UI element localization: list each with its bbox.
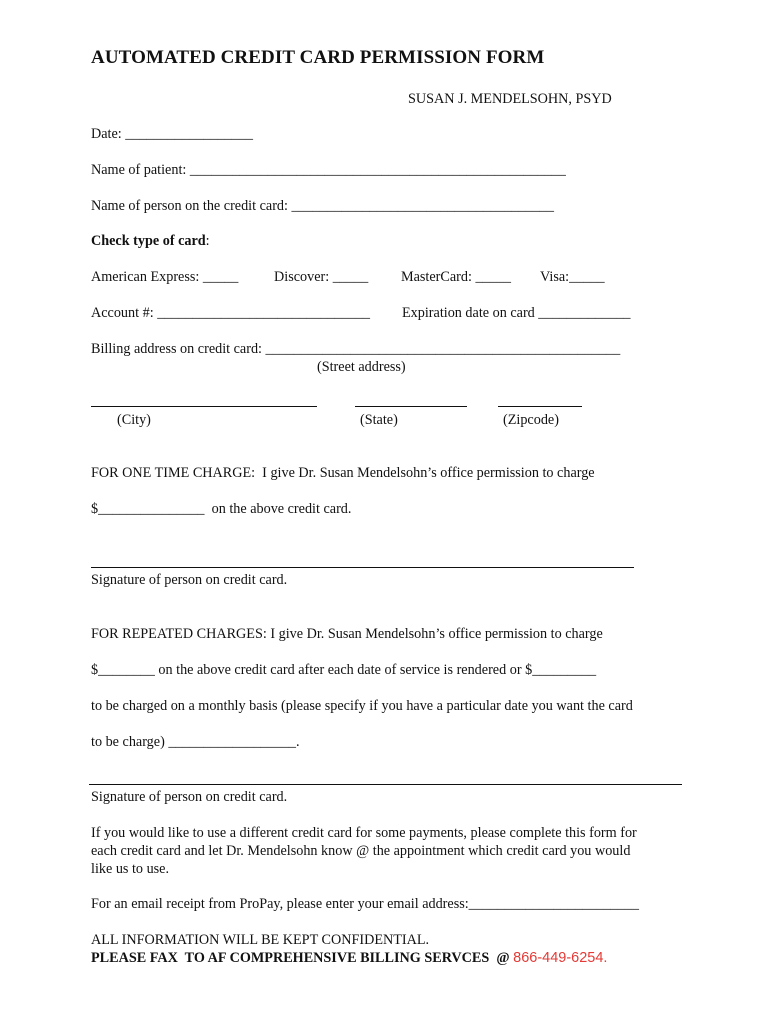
monthly-basis-text: to be charged on a monthly basis (please specify if you have a particular date you want the card bbox=[91, 698, 633, 714]
state-line[interactable] bbox=[355, 406, 467, 407]
city-caption: (City) bbox=[117, 412, 151, 428]
zipcode-caption: (Zipcode) bbox=[503, 412, 559, 428]
street-address-caption: (Street address) bbox=[317, 359, 406, 375]
visa-checkbox-field[interactable]: Visa:_____ bbox=[540, 269, 605, 285]
amex-checkbox-field[interactable]: American Express: _____ bbox=[91, 269, 239, 285]
confidential-notice: ALL INFORMATION WILL BE KEPT CONFIDENTIAL. bbox=[91, 932, 430, 948]
fax-number: 866-449-6254. bbox=[513, 950, 608, 966]
expiration-date-field[interactable]: Expiration date on card _____________ bbox=[402, 305, 631, 321]
card-type-heading bbox=[91, 232, 210, 250]
zipcode-line[interactable] bbox=[498, 406, 582, 407]
fax-instructions-text: PLEASE FAX TO AF COMPREHENSIVE BILLING SERVCES @ bbox=[91, 950, 514, 966]
different-card-text-line-3: like us to use. bbox=[91, 861, 170, 877]
signature-line-2[interactable] bbox=[89, 784, 682, 785]
state-caption: (State) bbox=[360, 412, 398, 428]
different-card-text-line-2: each credit card and let Dr. Mendelsohn know @ the appointment which credit card you would bbox=[91, 843, 631, 859]
date-field[interactable]: Date: __________________ bbox=[91, 126, 253, 142]
email-receipt-field[interactable]: For an email receipt from ProPay, please enter your email address:________________________ bbox=[91, 896, 639, 912]
city-line[interactable] bbox=[91, 406, 317, 407]
card-type-heading-text: Check type of card bbox=[91, 233, 206, 249]
different-card-text-line-1: If you would like to use a different credit card for some payments, please complete this form for bbox=[91, 825, 637, 841]
provider-name: SUSAN J. MENDELSOHN, PSYD bbox=[408, 91, 612, 107]
charge-date-field[interactable]: to be charge) __________________. bbox=[91, 734, 300, 750]
discover-checkbox-field[interactable]: Discover: _____ bbox=[274, 269, 369, 285]
billing-address-field[interactable]: Billing address on credit card: __________________________________________________ bbox=[91, 341, 621, 357]
mastercard-checkbox-field[interactable]: MasterCard: _____ bbox=[401, 269, 511, 285]
fax-instructions bbox=[91, 949, 607, 967]
signature-line-1[interactable] bbox=[91, 567, 634, 568]
card-type-heading-colon: : bbox=[205, 233, 210, 249]
one-time-amount-field[interactable]: $_______________ on the above credit card. bbox=[91, 501, 352, 517]
repeated-charges-text: FOR REPEATED CHARGES: I give Dr. Susan Mendelsohn’s office permission to charge bbox=[91, 626, 603, 642]
account-number-field[interactable]: Account #: ______________________________ bbox=[91, 305, 371, 321]
repeated-amount-field[interactable]: $________ on the above credit card after each date of service is rendered or $_________ bbox=[91, 662, 597, 678]
signature-caption-2: Signature of person on credit card. bbox=[91, 789, 288, 805]
signature-caption-1: Signature of person on credit card. bbox=[91, 572, 288, 588]
cardholder-name-field[interactable]: Name of person on the credit card: _____________________________________ bbox=[91, 198, 554, 214]
form-title: AUTOMATED CREDIT CARD PERMISSION FORM bbox=[91, 47, 545, 68]
patient-name-field[interactable]: Name of patient: _____________________________________________________ bbox=[91, 162, 566, 178]
one-time-charge-text: FOR ONE TIME CHARGE: I give Dr. Susan Mendelsohn’s office permission to charge bbox=[91, 465, 595, 481]
